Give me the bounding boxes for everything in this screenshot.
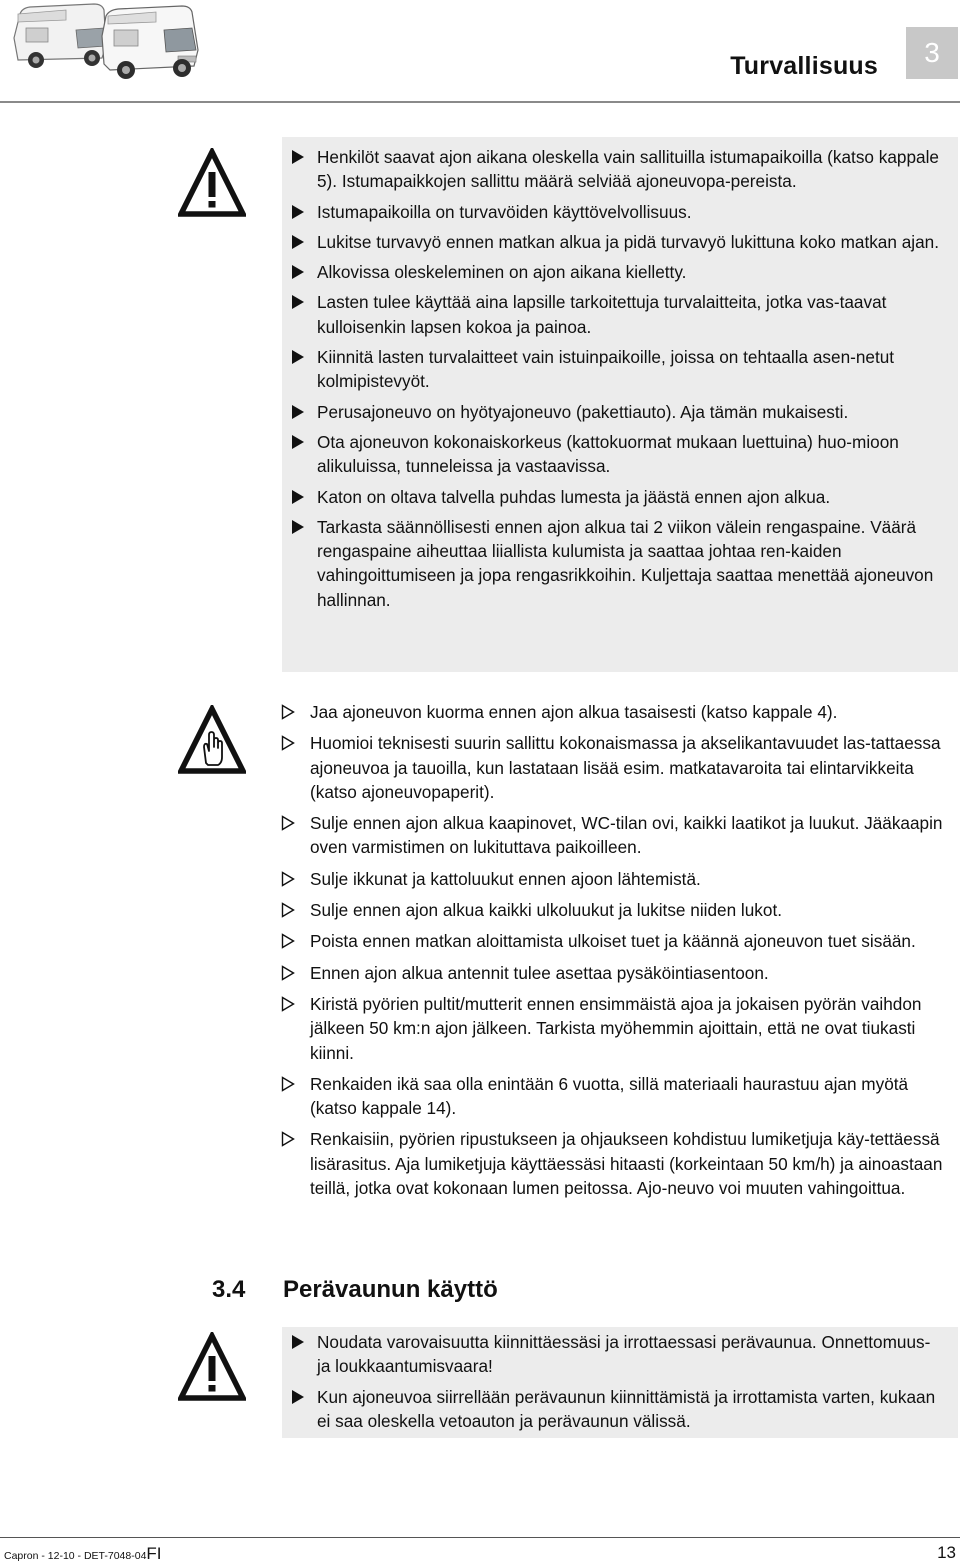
list-item: Kiinnitä lasten turvalaitteet vain istuinpaikoille, joissa on tehtaalla asen-netut kolmipistevyöt.: [282, 345, 947, 394]
warning-triangle-exclamation-icon: [178, 1332, 246, 1407]
warning-triangle-exclamation-icon: [178, 148, 246, 223]
list-item: Renkaiden ikä saa olla enintään 6 vuotta, sillä materiaali haurastuu ajan myötä (katso kappale 14).: [282, 1072, 958, 1121]
chapter-title: Turvallisuus: [730, 52, 878, 80]
list-item: Jaa ajoneuvon kuorma ennen ajon alkua tasaisesti (katso kappale 4).: [282, 700, 958, 724]
motorhome-illustration-icon: [6, 0, 202, 82]
header-divider: [0, 101, 960, 103]
footer-language: FI: [146, 1544, 162, 1563]
header-motorhome-image: [6, 0, 202, 82]
list-item: Alkovissa oleskeleminen on ajon aikana kielletty.: [282, 260, 947, 284]
list-item: Renkaisiin, pyörien ripustukseen ja ohjaukseen kohdistuu lumiketjuja käy-tettäessä lisärasitus. Aja lumiketjuja käyttäessäsi hitaasti (korkeintaan 50 km/h) ja ainoastaan teillä, jotka ovat kokonaan lumen peitossa. Ajo-neuvo voi muuten vahingoittua.: [282, 1127, 958, 1200]
warning-list: [282, 1330, 947, 1433]
note-triangle-hand-icon: [178, 705, 246, 780]
list-item: Lukitse turvavyö ennen matkan alkua ja pidä turvavyö lukittuna koko matkan ajan.: [282, 230, 947, 254]
section-number: 3.4: [212, 1276, 246, 1303]
list-item: Ennen ajon alkua antennit tulee asettaa pysäköintiasentoon.: [282, 961, 958, 985]
list-item: Noudata varovaisuutta kiinnittäessäsi ja irrottaessasi perävaunua. Onnettomuus- ja loukkaantumisvaara!: [282, 1330, 947, 1379]
warning-box: [282, 137, 958, 672]
list-item: Henkilöt saavat ajon aikana oleskella vain sallituilla istumapaikoilla (katso kappale 5). Istumapaikkojen sallittu määrä selviää ajoneuvopa-pereista.: [282, 145, 947, 194]
list-item: Poista ennen matkan aloittamista ulkoiset tuet ja käännä ajoneuvon tuet sisään.: [282, 929, 958, 953]
warning-list: [282, 145, 947, 612]
list-item: Perusajoneuvo on hyötyajoneuvo (pakettiauto). Aja tämän mukaisesti.: [282, 400, 947, 424]
list-item: Kiristä pyörien pultit/mutterit ennen ensimmäistä ajoa ja jokaisen pyörän vaihdon jälkeen 50 km:n ajon jälkeen. Tarkista myöhemmin ajoittain, että ne ovat tiukasti kiinni.: [282, 992, 958, 1065]
footer-divider: [0, 1537, 960, 1538]
note-list: [282, 700, 958, 1200]
list-item: Sulje ennen ajon alkua kaapinovet, WC-tilan ovi, kaikki laatikot ja luukut. Jääkaapin oven varmistimen on lukituttava paikoilleen.: [282, 811, 958, 860]
list-item: Kun ajoneuvoa siirrellään perävaunun kiinnittämistä ja irrottamista varten, kukaan ei saa oleskella vetoauton ja perävaunun välissä.: [282, 1385, 947, 1434]
chapter-number-badge: 3: [906, 27, 958, 79]
page-number: 13: [937, 1543, 956, 1562]
list-item: Istumapaikoilla on turvavöiden käyttövelvollisuus.: [282, 200, 947, 224]
list-item: Huomioi teknisesti suurin sallittu kokonaismassa ja akselikantavuudet las-tattaessa ajoneuvoa ja tauoilla, kun lastataan lisää esim. matkatavaroita tai elintarvikkeita (katso ajoneuvopaperit).: [282, 731, 958, 804]
list-item: Ota ajoneuvon kokonaiskorkeus (kattokuormat mukaan luettuina) huo-mioon alikuluissa, tunneleissa ja vastaavissa.: [282, 430, 947, 479]
list-item: Sulje ennen ajon alkua kaikki ulkoluukut ja lukitse niiden lukot.: [282, 898, 958, 922]
list-item: Katon on oltava talvella puhdas lumesta ja jäästä ennen ajon alkua.: [282, 485, 947, 509]
list-item: Lasten tulee käyttää aina lapsille tarkoitettuja turvalaitteita, jotka vas-taavat kulloisenkin lapsen kokoa ja painoa.: [282, 290, 947, 339]
list-item: Sulje ikkunat ja kattoluukut ennen ajoon lähtemistä.: [282, 867, 958, 891]
list-item: Tarkasta säännöllisesti ennen ajon alkua tai 2 viikon välein rengaspaine. Väärä rengaspaine aiheuttaa liiallista kulumista ja saattaa johtaa ren-kaiden vahingoittumiseen ja jopa rengasrikkoihin. Kuljettaja saattaa menettää ajoneuvon hallinnan.: [282, 515, 947, 612]
footer-document-reference: Capron - 12-10 - DET-7048-04FI: [4, 1544, 162, 1563]
warning-box: [282, 1327, 958, 1438]
section-title: Perävaunun käyttö: [283, 1276, 498, 1303]
